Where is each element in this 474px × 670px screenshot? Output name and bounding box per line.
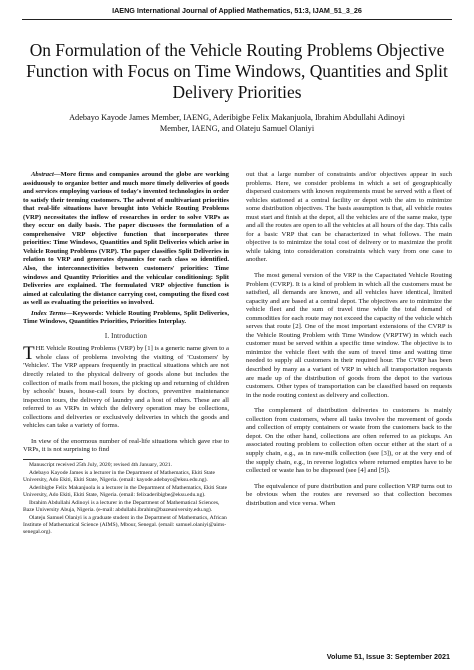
index-terms bbox=[23, 310, 229, 327]
abstract-label: Abstract bbox=[31, 171, 54, 178]
body-paragraph-2: The most general version of the VRP is the Capacitated Vehicle Routing Problem (CVRP). It is a kind of problem in which all the customers must be satisfied, all demands are known, and all vehicles have identical, limited capacity and are based at a central depot. The objectives are to minimize the vehicle fleet and the sum of travel time while the total demand of commodities for each route may not exceed the capacity of the vehicle which serves that route [2]. One of the most important extensions of the CVRP is the Vehicle Routing Problem with Time Window (VRPTW) in which each customer must be served within a specific time window. The objective is to minimize the vehicle fleet with the sum of travel time and waiting time needed to supply all customers in their required hour. The CVRP has been described by many as a variant of VRP in which all transportation requests are made up of the distribution of goods from the depot to the various customers. Other types of transportation can be classified based on requests in the node routing context as delivery and collection. bbox=[246, 272, 452, 399]
intro-paragraph-1 bbox=[23, 345, 229, 430]
intro-paragraph-1-text: HE Vehicle Routing Problems (VRP) by [1] is a generic name given to a whole class of problems involving the visiting of 'Customers' by 'Vehicles'. The VRP appears frequently in practical situations which are not directly related to the physical delivery of goods alone but includes the collection of mails from mail boxes, the picking up and returning of children by schools' buses, house-call tours by doctors, preventive maintenance inspection tours, the delivery of laundry and a host of others. These are all referred to as VRPs in which the delivery operation may be collections, collections and deliveries or exclusively deliveries in which the goods and vehicles can take a variety of forms. bbox=[23, 345, 229, 430]
header-rule bbox=[22, 19, 452, 20]
left-column bbox=[23, 171, 229, 537]
footnote-author-1: Adebayo Kayode James is a lecturer in the Department of Mathematics, Ekiti State University, Ado Ekiti, Ekiti State, Nigeria. (email: kayode.adebayo@eksu.edu.ng). bbox=[23, 469, 215, 483]
section-heading-introduction: I. Introduction bbox=[104, 332, 148, 340]
drop-cap: T bbox=[23, 343, 35, 365]
body-paragraph-4: The equivalence of pure distribution and pure collection VRP turns out to be obvious when the routes are reversed so that collection becomes distribution and vice versa. When bbox=[246, 482, 452, 507]
intro-paragraph-2: In view of the enormous number of real-life situations which gave rise to VRPs, it is not surprising to find bbox=[23, 437, 229, 454]
running-head: IAENG International Journal of Applied Mathematics, 51:3, IJAM_51_3_26 bbox=[112, 6, 362, 15]
abstract bbox=[23, 171, 229, 308]
footnotes bbox=[23, 462, 229, 536]
footnote-manuscript: Manuscript received 25th July, 2020; revised 4th January, 2021. bbox=[29, 461, 172, 468]
footnote-rule bbox=[23, 459, 83, 460]
page-footer: Volume 51, Issue 3: September 2021 bbox=[326, 652, 450, 661]
footnote-author-3: Ibrahim Abdullahi Adinoyi is a lecturer in the Department of Mathematical Sciences, Baze University Abuja, Nigeria. (e-mail: abdullahi.ibrahim@bazeuniversity.edu.ng). bbox=[23, 499, 220, 513]
footnote-author-4: Olateju Samuel Olaniyi is a graduate student in the Department of Mathematics, African Institute of Mathematical Science (AIMS), Mbour, Senegal. (email: samuel.olaniyi@aims-senegal.org). bbox=[23, 514, 227, 535]
right-column bbox=[246, 171, 452, 508]
body-paragraph-3: The complement of distribution deliveries to customers is mainly collection from customers, where all tasks involve the movement of goods and collection of empty containers or waste from the customers back to the depot. On the other hand, collections are often referred to as pickups. An associated routing problem to collection often occur either at the start of a supply chain, e.g., as in raw-milk collection (see [3]), or at the very end of the supply chain, e.g., in reverse logistics where returned empties have to be collected or waste has to be disposed (see [4] and [5]). bbox=[246, 407, 452, 475]
paper-title: On Formulation of the Vehicle Routing Problems Objective Function with Focus on Time Windows, Quantities and Split Delivery Priorities bbox=[26, 40, 448, 102]
abstract-text: —More firms and companies around the globe are working assiduously to organize better and much more timely deliveries of goods and services employing various of today's invented technologies in order to satisfy their teeming customers. The advent of multivariant priorities that real-life situations have brought into Vehicle Routing Problems (VRP) necessitates the inflow of researches in order to solve VRPs as they occur on daily basis. The paper discusses the formulation of a comprehensive VRP objective function that incorporates three priorities: Time Windows, Quantities and Split Deliveries which arise in Vehicle Routing Problems (VRP). The paper classifies Split Deliveries in relation to VRP and generates dynamics for each class so identified. Also, the interconnectivities between customers' priorities: Time windows and Quantity Priorities and the vehicular conditioning: Split Deliveries are explained. The formulated VRP objective function is aimed at calculating the distance carrying cost, computing the fixed cost as well as evaluating the priorities so involved. bbox=[23, 171, 229, 307]
index-terms-text: —Keywords: Vehicle Routing Problems, Split Deliveries, Time Windows, Quantities Priorities, Priorities Interplay. bbox=[23, 309, 229, 326]
body-paragraph-1: out that a large number of constraints and/or objectives appear in such problems. Here, we consider problems in which a set of geographically dispersed customers with known requirements must be served with a fleet of vehicles stationed at a central facility or depot with the aim to minimize some distribution objectives. The basis assumption is that, all vehicle routes must start and finish at the depot, all the vehicles are of the same make, type and all the routes are open to all the vehicles at all hours of the day. This calls for a basic VRP that can be characterized in what follows. The main objective is to minimize the total cost of delivery or to maximize the profit while taking into consideration constraints which vary from one case to another. bbox=[246, 171, 452, 264]
author-list: Adebayo Kayode James Member, IAENG, Aderibigbe Felix Makanjuola, Ibrahim Abdullahi Adinoyi Member, IAENG, and Olateju Samuel Olaniyi bbox=[69, 113, 405, 133]
footnote-author-2: Aderibigbe Felix Makanjuola is a lecturer in the Department of Mathematics, Ekiti State University, Ado Ekiti, Ekiti State, Nigeria. (email: felixaderibigbe@eksu.edu.ng). bbox=[23, 484, 228, 498]
index-terms-label: Index Terms bbox=[31, 309, 66, 317]
